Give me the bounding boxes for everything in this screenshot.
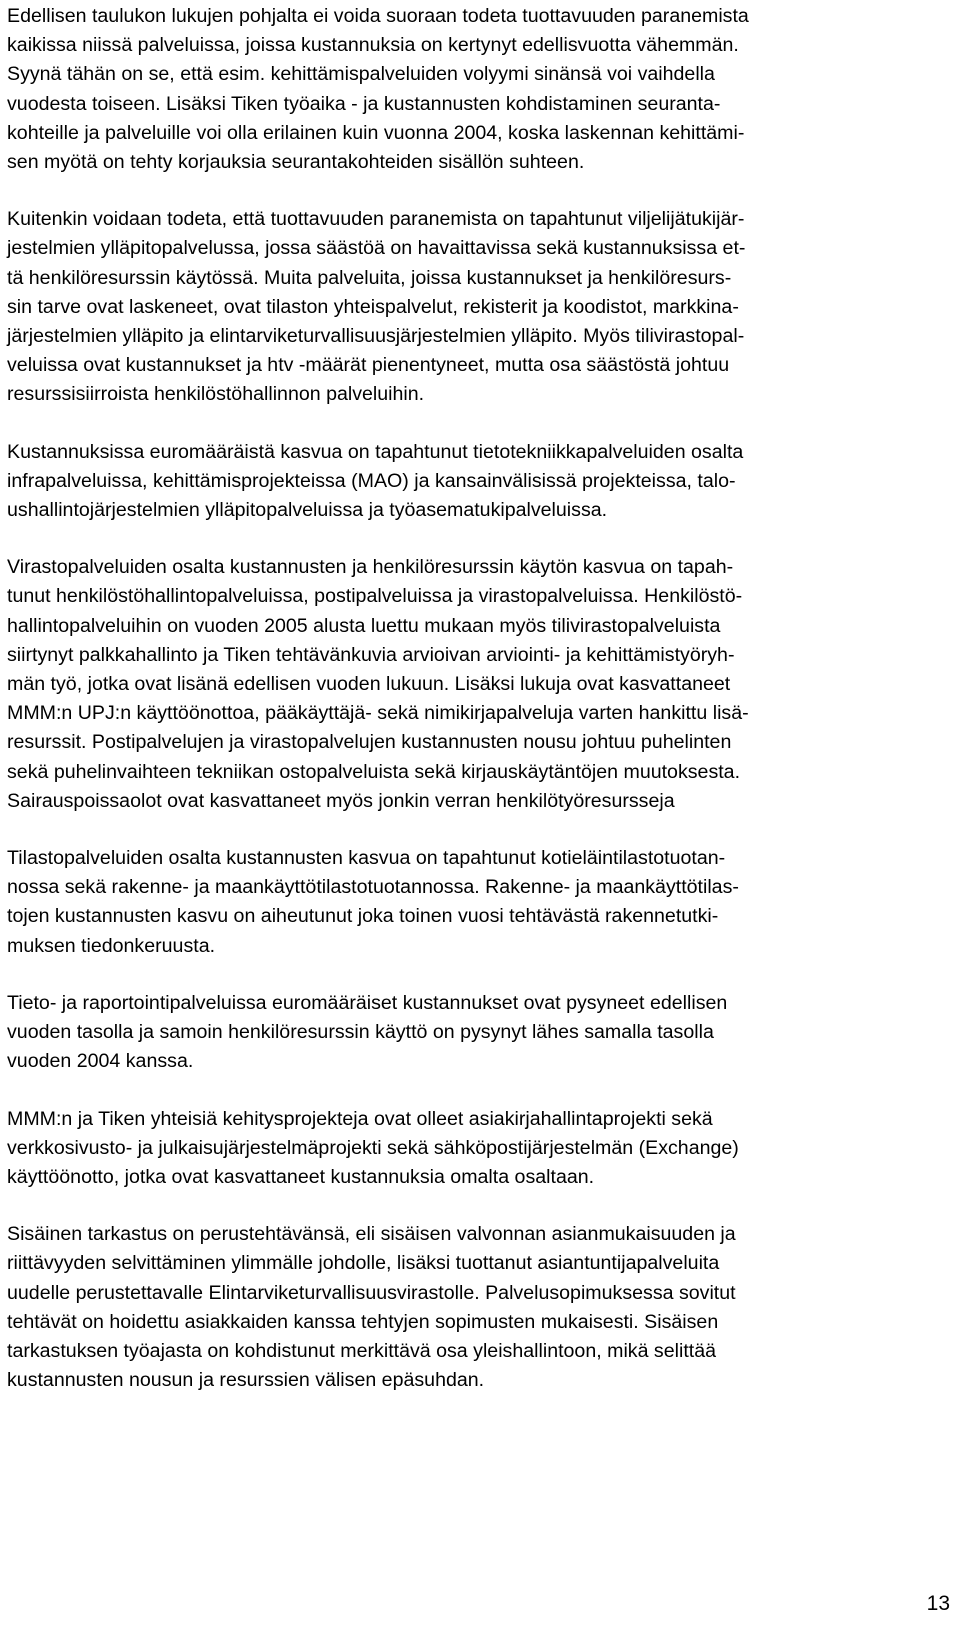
paragraph [7, 553, 949, 816]
text-line: MMM:n UPJ:n käyttöönottoa, pääkäyttäjä- sekä nimikirjapalveluja varten hankittu lisä- [7, 702, 749, 725]
text-line: resurssit. Postipalvelujen ja virastopalvelujen kustannusten nousu johtuu puhelinten [7, 731, 732, 754]
text-line: män työ, jotka ovat lisänä edellisen vuoden lukuun. Lisäksi lukuja ovat kasvattaneet [7, 673, 731, 696]
paragraph [7, 1220, 949, 1395]
text-line: uudelle perustettavalle Elintarviketurvallisuusvirastolle. Palvelusopimuksessa sovitut [7, 1281, 736, 1304]
text-line: nossa sekä rakenne- ja maankäyttötilastotuotannossa. Rakenne- ja maankäyttötilas- [7, 876, 739, 899]
text-line: Sisäinen tarkastus on perustehtävänsä, eli sisäisen valvonnan asianmukaisuuden ja [7, 1223, 736, 1246]
text-line: MMM:n ja Tiken yhteisiä kehitysprojekteja ovat olleet asiakirjahallintaprojekti sekä [7, 1107, 713, 1130]
text-line: järjestelmien ylläpito ja elintarviketurvallisuusjärjestelmien ylläpito. Myös tilivirastopal- [7, 325, 745, 348]
text-line: Tilastopalveluiden osalta kustannusten kasvua on tapahtunut kotieläintilastotuotan- [7, 847, 726, 870]
paragraph [7, 2, 949, 177]
page-number: 13 [926, 1592, 950, 1615]
text-line: sin tarve ovat laskeneet, ovat tilaston yhteispalvelut, rekisterit ja koodistot, markkina- [7, 295, 739, 318]
text-line: kustannusten nousun ja resurssien välisen epäsuhdan. [7, 1369, 485, 1392]
text-line: Syynä tähän on se, että esim. kehittämispalveluiden volyymi sinänsä voi vaihdella [7, 63, 715, 86]
text-line: siirtynyt palkkahallinto ja Tiken tehtävänkuvia arvioivan arviointi- ja kehittämistyöryh- [7, 643, 735, 666]
paragraph [7, 844, 949, 961]
document-body [7, 2, 949, 1423]
text-line: Kuitenkin voidaan todeta, että tuottavuuden paranemista on tapahtunut viljelijätukijär- [7, 208, 745, 231]
text-line: vuoden 2004 kanssa. [7, 1050, 194, 1073]
paragraph [7, 205, 949, 409]
text-line: Virastopalveluiden osalta kustannusten ja henkilöresurssin käytön kasvua on tapah- [7, 556, 734, 579]
text-line: tehtävät on hoidettu asiakkaiden kanssa tehtyjen sopimusten mukaisesti. Sisäisen [7, 1310, 719, 1333]
text-line: tunut henkilöstöhallintopalveluissa, postipalveluissa ja virastopalveluissa. Henkilöstö- [7, 585, 743, 608]
text-line: muksen tiedonkeruusta. [7, 934, 216, 957]
text-line: jestelmien ylläpitopalvelussa, jossa säästöä on havaittavissa sekä kustannuksissa et- [7, 237, 746, 260]
text-line: riittävyyden selvittäminen ylimmälle johdolle, lisäksi tuottanut asiantuntijapalveluita [7, 1252, 720, 1275]
paragraph [7, 438, 949, 526]
paragraph [7, 1105, 949, 1193]
text-line: Sairauspoissaolot ovat kasvattaneet myös jonkin verran henkilötyöresursseja [7, 789, 675, 812]
text-line: vuodesta toiseen. Lisäksi Tiken työaika - ja kustannusten kohdistaminen seuranta- [7, 92, 721, 115]
text-line: infrapalveluissa, kehittämisprojekteissa (MAO) ja kansainvälisissä projekteissa, talo- [7, 469, 736, 492]
text-line: tä henkilöresurssin käytössä. Muita palveluita, joissa kustannukset ja henkilöresurs- [7, 266, 732, 289]
text-line: sen myötä on tehty korjauksia seurantakohteiden sisällön suhteen. [7, 151, 585, 174]
text-line: veluissa ovat kustannukset ja htv -määrät pienentyneet, mutta osa säästöstä johtuu [7, 354, 730, 377]
text-line: sekä puhelinvaihteen tekniikan ostopalveluista sekä kirjauskäytäntöjen muutoksesta. [7, 760, 741, 783]
text-line: hallintopalveluihin on vuoden 2005 alusta luettu mukaan myös tilivirastopalveluista [7, 614, 721, 637]
text-line: tarkastuksen työajasta on kohdistunut merkittävä osa yleishallintoon, mikä selittää [7, 1339, 717, 1362]
paragraph [7, 989, 949, 1077]
text-line: verkkosivusto- ja julkaisujärjestelmäprojekti sekä sähköpostijärjestelmän (Exchange) [7, 1136, 739, 1159]
text-line: Kustannuksissa euromääräistä kasvua on tapahtunut tietotekniikkapalveluiden osalta [7, 440, 744, 463]
text-line: vuoden tasolla ja samoin henkilöresurssin käyttö on pysynyt lähes samalla tasolla [7, 1021, 714, 1044]
text-line: käyttöönotto, jotka ovat kasvattaneet kustannuksia omalta osaltaan. [7, 1165, 595, 1188]
text-line: Tieto- ja raportointipalveluissa euromääräiset kustannukset ovat pysyneet edellisen [7, 991, 728, 1014]
text-line: kaikissa niissä palveluissa, joissa kustannuksia on kertynyt edellisvuotta vähemmän. [7, 34, 739, 57]
text-line: Edellisen taulukon lukujen pohjalta ei voida suoraan todeta tuottavuuden paranemista [7, 5, 749, 27]
text-line: ushallintojärjestelmien ylläpitopalveluissa ja työasematukipalveluissa. [7, 499, 608, 522]
text-line: tojen kustannusten kasvu on aiheutunut joka toinen vuosi tehtävästä rakennetutki- [7, 905, 719, 928]
text-line: kohteille ja palveluille voi olla erilainen kuin vuonna 2004, koska laskennan kehittämi- [7, 121, 745, 144]
text-line: resurssisiirroista henkilöstöhallinnon palveluihin. [7, 383, 425, 406]
